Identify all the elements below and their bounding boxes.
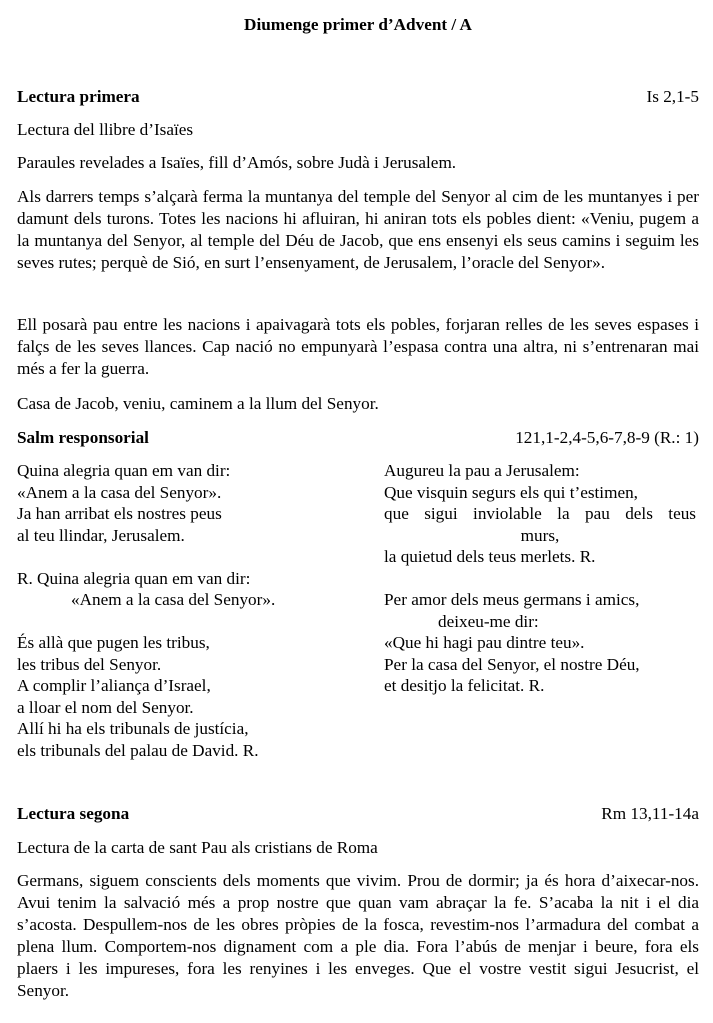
psalm-heading: Salm responsorial bbox=[17, 428, 149, 447]
psalm-line: Que visquin segurs els qui t’estimen, bbox=[384, 482, 638, 502]
reading1-paragraph-4: Casa de Jacob, veniu, caminem a la llum del Senyor. bbox=[17, 394, 379, 413]
psalm-right-column bbox=[384, 460, 696, 697]
reading2-intro: Lectura de la carta de sant Pau als cristians de Roma bbox=[17, 838, 378, 857]
psalm-line: «Anem a la casa del Senyor». bbox=[17, 482, 222, 502]
psalm-blank bbox=[17, 546, 347, 568]
psalm-line: a lloar el nom del Senyor. bbox=[17, 697, 194, 717]
page-title: Diumenge primer d’Advent / A bbox=[244, 15, 472, 34]
reading1-heading: Lectura primera bbox=[17, 87, 140, 106]
psalm-line: Allí hi ha els tribunals de justícia, bbox=[17, 719, 249, 738]
reading1-paragraph-1: Paraules revelades a Isaïes, fill d’Amós, sobre Judà i Jerusalem. bbox=[17, 153, 457, 172]
psalm-line: Ja han arribat els nostres peus bbox=[17, 504, 222, 523]
reading1-paragraph-3: Ell posarà pau entre les nacions i apaivagarà tots els pobles, forjaran relles de les seves espases i falçs de les seves llances. Cap nació no empunyarà l’espasa contra una altra, ni s’entrenaran mai més a fer la guerra. bbox=[17, 315, 699, 378]
psalm-line: A complir l’aliança d’Israel, bbox=[17, 676, 211, 695]
psalm-response: R. Quina alegria quan em van dir: bbox=[17, 568, 251, 588]
reading2-reference: Rm 13,11-14a bbox=[601, 804, 699, 823]
psalm-line: És allà que pugen les tribus, bbox=[17, 633, 210, 652]
psalm-line: et desitjo la felicitat. R. bbox=[384, 676, 545, 695]
reading2-paragraph-1: Germans, siguem conscients dels moments que vivim. Prou de dormir; ja és hora d’aixecar-nos. Avui tenim la salvació més a prop nostre que quan vam abraçar la fe. S’acaba la nit i el dia s’acosta. Despullem-nos de les obres pròpies de la fosca, revestim-nos l’armadura del combat a plena llum. Comportem-nos dignament com a ple dia. Fora l’abús de menjar i beure, fora els plaers i les impureses, fora les renyines i les enveges. Que el vostre vestit sigui Jesucrist, el Senyor. bbox=[17, 871, 699, 1000]
psalm-line: les tribus del Senyor. bbox=[17, 654, 162, 674]
psalm-line: «Que hi hagi pau dintre teu». bbox=[384, 633, 585, 652]
psalm-line: Augureu la pau a Jerusalem: bbox=[384, 461, 580, 480]
psalm-line: la quietud dels teus merlets. R. bbox=[384, 547, 596, 566]
psalm-blank bbox=[17, 611, 347, 633]
psalm-line: els tribunals del palau de David. R. bbox=[17, 740, 259, 760]
psalm-reference: 121,1-2,4-5,6-7,8-9 (R.: 1) bbox=[515, 428, 699, 447]
psalm-line: al teu llindar, Jerusalem. bbox=[17, 525, 185, 545]
psalm-header bbox=[17, 427, 699, 449]
psalm-blank bbox=[384, 568, 696, 590]
reading1-reference: Is 2,1-5 bbox=[646, 87, 699, 106]
psalm-line-wrap: murs, bbox=[520, 525, 560, 545]
reading1-header bbox=[17, 86, 699, 108]
psalm-response-continued: «Anem a la casa del Senyor». bbox=[71, 590, 276, 609]
psalm-line-continued: deixeu-me dir: bbox=[438, 611, 539, 631]
psalm-line: que sigui inviolable la pau dels teus bbox=[384, 504, 696, 523]
psalm-line: Per la casa del Senyor, el nostre Déu, bbox=[384, 654, 640, 674]
reading1-paragraph-2: Als darrers temps s’alçarà ferma la muntanya del temple del Senyor al cim de les muntanyes i per damunt dels turons. Totes les nacions hi afluiran, hi aniran tots els pobles dient: «Veniu, pugem a la muntanya del Senyor, al temple del Déu de Jacob, que ens ensenyi els seus camins i seguim les seves rutes; perquè de Sió, en surt l’ensenyament, de Jerusalem, l’oracle del Senyor». bbox=[17, 187, 699, 272]
reading2-heading: Lectura segona bbox=[17, 804, 130, 823]
reading2-header bbox=[17, 803, 699, 825]
psalm-left-column bbox=[17, 460, 347, 761]
reading1-intro: Lectura del llibre d’Isaïes bbox=[17, 120, 194, 139]
psalm-line: Per amor dels meus germans i amics, bbox=[384, 590, 640, 609]
psalm-line: Quina alegria quan em van dir: bbox=[17, 461, 231, 480]
